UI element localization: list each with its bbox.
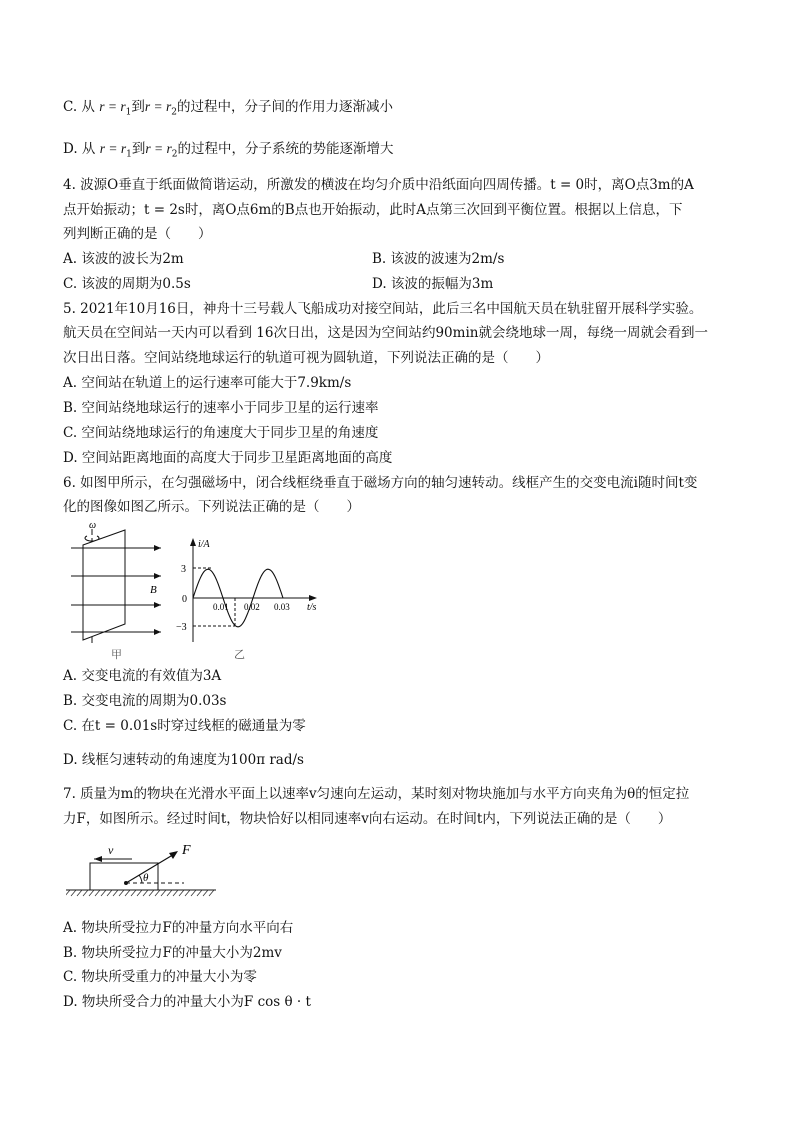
y-tick-neg3: −3 [176,622,187,633]
q4-option-d: D. 该波的振幅为3m [372,276,494,292]
q5-stem-line1: 5. 2021年10月16日，神舟十三号载人飞船成功对接空间站，此后三名中国航天员在轨驻留开展科学实验。 [63,301,703,317]
velocity-label: v [108,843,114,857]
q5-stem-line3: 次日出日落。空间站绕地球运行的轨道可视为圆轨道，下列说法正确的是（ ） [63,350,549,366]
q6-stem-line1: 6. 如图甲所示，在匀强磁场中，闭合线框绕垂直于磁场方向的轴匀速转动。线框产生的交变电流i随时间t变 [63,475,698,491]
x-tick-002: 0.02 [244,602,260,612]
q7-option-d: D. 物块所受合力的冲量大小为F cos θ · t [63,994,311,1010]
q6-option-d: D. 线框匀速转动的角速度为100π rad/s [63,752,304,768]
q4-stem-line1: 4. 波源O垂直于纸面做简谐运动，所激发的横波在均匀介质中沿纸面向四周传播。t = 0时，离O点3m的A [63,177,694,193]
q7-stem-line1: 7. 质量为m的物块在光滑水平面上以速率v匀速向左运动，某时刻对物块施加与水平方向夹角为θ的恒定拉 [63,786,690,802]
q4-stem-line3: 列判断正确的是（ ） [63,226,212,242]
q5-stem-line2: 航天员在空间站一天内可以看到 16次日出，这是因为空间站约90min就会绕地球一周，每绕一周就会看到一 [63,325,708,341]
q3-option-c: C. 从 $r = r_1$到$r = r_2$的过程中，分子间的作用力逐渐减小 [63,99,393,118]
q4-option-b: B. 该波的波速为2m/s [372,251,505,267]
theta-label: θ [143,872,149,884]
q5-option-a: A. 空间站在轨道上的运行速率可能大于7.9km/s [63,375,352,391]
x-axis-label: t/s [307,602,317,613]
x-tick-003: 0.03 [274,602,290,612]
q5-option-d: D. 空间站距离地面的高度大于同步卫星距离地面的高度 [63,450,393,466]
q7-option-a: A. 物块所受拉力F的冲量方向水平向右 [63,920,294,936]
q6-stem-line2: 化的图像如图乙所示。下列说法正确的是（ ） [63,499,360,515]
q6-fig-jia [71,529,161,645]
omega-label: ω [89,520,97,531]
y-tick-0: 0 [182,594,187,605]
fig-jia-caption: 甲 [111,649,122,661]
q4-stem-line2: 点开始振动；t = 2s时，离O点6m的B点也开始振动，此时A点第三次回到平衡位置。根据以上信息，下 [63,202,683,218]
force-label: F [182,843,191,858]
ground-hatch [66,890,214,896]
q4-option-a: A. 该波的波长为2m [63,251,184,267]
q6-option-b: B. 交变电流的周期为0.03s [63,693,227,709]
q6-fig-yi [193,542,313,642]
q7-figure [66,838,218,910]
b-field-label: B [150,584,157,596]
y-axis-label: i/A [198,539,210,550]
q5-option-c: C. 空间站绕地球运行的角速度大于同步卫星的角速度 [63,425,379,441]
q7-option-c: C. 物块所受重力的冲量大小为零 [63,969,257,985]
q6-option-c: C. 在t = 0.01s时穿过线框的磁通量为零 [63,718,306,734]
q7-option-b: B. 物块所受拉力F的冲量大小为2mv [63,945,282,961]
y-tick-3: 3 [181,564,186,575]
q6-option-a: A. 交变电流的有效值为3A [63,668,222,684]
q4-option-c: C. 该波的周期为0.5s [63,276,191,292]
q6-figure [63,520,328,662]
q7-stem-line2: 力F，如图所示。经过时间t，物块恰好以相同速率v向右运动。在时间t内，下列说法正确的是（ ） [63,811,672,827]
fig-yi-caption: 乙 [234,649,245,661]
q5-option-b: B. 空间站绕地球运行的速率小于同步卫星的运行速率 [63,400,379,416]
x-tick-001: 0.01 [213,602,229,612]
q3-option-d: D. 从 $r = r_1$到$r = r_2$的过程中，分子系统的势能逐渐增大 [63,141,394,160]
